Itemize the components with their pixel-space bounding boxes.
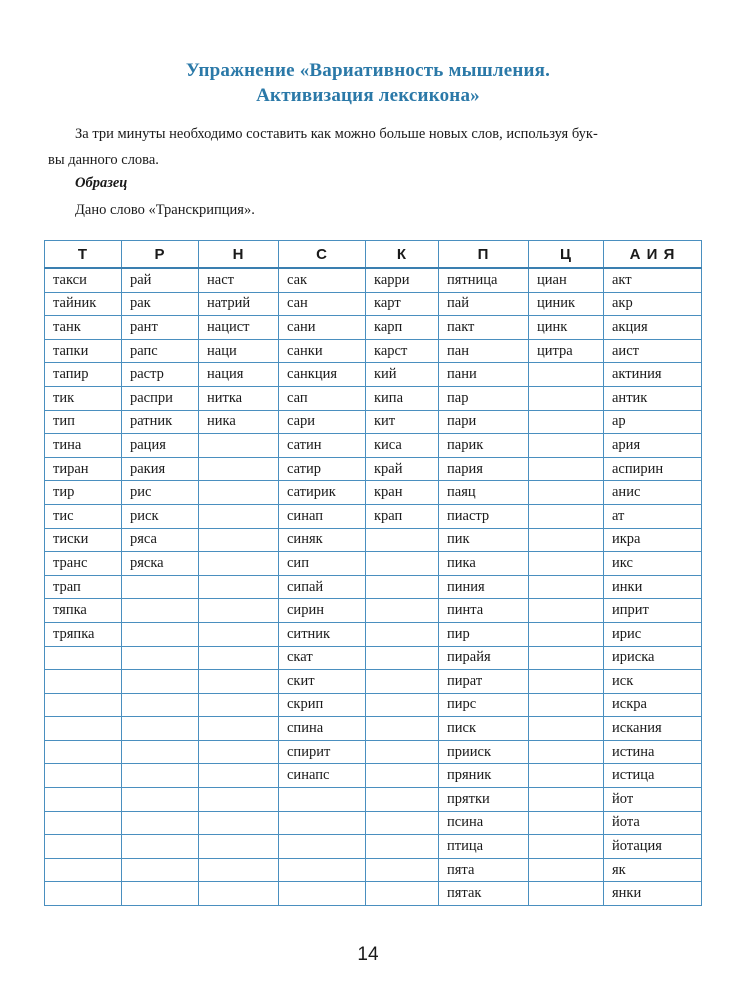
table-cell: пирайя	[439, 646, 529, 670]
table-cell	[529, 504, 604, 528]
table-cell: карт	[366, 292, 439, 316]
table-row	[45, 858, 702, 882]
table-cell: сирин	[279, 599, 366, 623]
table-cell: искра	[604, 693, 702, 717]
table-cell	[366, 670, 439, 694]
table-cell	[122, 622, 199, 646]
table-cell	[45, 764, 122, 788]
table-cell: сатир	[279, 457, 366, 481]
table-cell	[366, 764, 439, 788]
table-cell: санки	[279, 339, 366, 363]
table-cell: киса	[366, 434, 439, 458]
table-cell: рак	[122, 292, 199, 316]
table-cell: сип	[279, 552, 366, 576]
table-cell: ирис	[604, 622, 702, 646]
table-cell: ракия	[122, 457, 199, 481]
table-cell	[366, 622, 439, 646]
table-row	[45, 670, 702, 694]
table-cell: истица	[604, 764, 702, 788]
table-cell: сатин	[279, 434, 366, 458]
table-cell: пятак	[439, 882, 529, 906]
table-cell: синяк	[279, 528, 366, 552]
table-cell: тип	[45, 410, 122, 434]
table-cell: тиран	[45, 457, 122, 481]
table-cell	[45, 788, 122, 812]
table-cell	[529, 670, 604, 694]
table-row	[45, 835, 702, 859]
table-cell: ника	[199, 410, 279, 434]
table-cell	[45, 811, 122, 835]
table-cell: пинта	[439, 599, 529, 623]
table-cell: рация	[122, 434, 199, 458]
table-cell	[529, 646, 604, 670]
table-cell: синап	[279, 504, 366, 528]
table-cell	[45, 646, 122, 670]
table-cell: скрип	[279, 693, 366, 717]
table-cell	[199, 457, 279, 481]
table-cell: ар	[604, 410, 702, 434]
table-cell: пик	[439, 528, 529, 552]
table-cell: рант	[122, 316, 199, 340]
table-cell: нация	[199, 363, 279, 387]
table-cell: наст	[199, 268, 279, 292]
table-row	[45, 646, 702, 670]
table-row	[45, 740, 702, 764]
table-cell	[122, 858, 199, 882]
table-cell: сак	[279, 268, 366, 292]
table-cell: циник	[529, 292, 604, 316]
table-cell: прииск	[439, 740, 529, 764]
table-cell	[45, 717, 122, 741]
column-header: А И Я	[604, 241, 702, 269]
table-cell	[122, 646, 199, 670]
table-cell: пятница	[439, 268, 529, 292]
table-cell	[122, 599, 199, 623]
table-cell: пакт	[439, 316, 529, 340]
table-row	[45, 552, 702, 576]
table-cell	[199, 552, 279, 576]
table-cell: тайник	[45, 292, 122, 316]
table-cell: транс	[45, 552, 122, 576]
table-cell: йота	[604, 811, 702, 835]
table-cell: як	[604, 858, 702, 882]
table-cell	[199, 811, 279, 835]
table-cell	[366, 693, 439, 717]
table-cell: кран	[366, 481, 439, 505]
table-cell	[122, 811, 199, 835]
table-cell	[45, 740, 122, 764]
table-cell: нацист	[199, 316, 279, 340]
table-cell: тик	[45, 386, 122, 410]
table-cell	[366, 599, 439, 623]
table-cell: рай	[122, 268, 199, 292]
table-cell	[45, 835, 122, 859]
column-header: П	[439, 241, 529, 269]
table-cell: спирит	[279, 740, 366, 764]
table-cell	[199, 858, 279, 882]
table-cell: цитра	[529, 339, 604, 363]
table-cell: тапки	[45, 339, 122, 363]
table-cell: писк	[439, 717, 529, 741]
table-row	[45, 316, 702, 340]
table-cell	[529, 693, 604, 717]
table-cell	[199, 504, 279, 528]
table-cell: акция	[604, 316, 702, 340]
table-cell: нитка	[199, 386, 279, 410]
table-cell: край	[366, 457, 439, 481]
table-cell: скит	[279, 670, 366, 694]
table-cell: акт	[604, 268, 702, 292]
table-cell: натрий	[199, 292, 279, 316]
table-cell	[529, 528, 604, 552]
table-cell: янки	[604, 882, 702, 906]
instructions-line-1: За три минуты необходимо составить как можно больше новых слов, используя бук-	[75, 126, 598, 142]
table-cell	[529, 764, 604, 788]
table-cell: псина	[439, 811, 529, 835]
table-cell: танк	[45, 316, 122, 340]
table-cell	[529, 575, 604, 599]
table-cell: тяпка	[45, 599, 122, 623]
table-cell	[529, 717, 604, 741]
table-header-row	[45, 241, 702, 269]
table-cell	[529, 386, 604, 410]
table-cell: ария	[604, 434, 702, 458]
table-cell	[199, 882, 279, 906]
table-cell: истина	[604, 740, 702, 764]
table-cell: цинк	[529, 316, 604, 340]
table-row	[45, 339, 702, 363]
table-cell	[199, 835, 279, 859]
table-cell	[366, 858, 439, 882]
table-cell	[366, 740, 439, 764]
column-header: С	[279, 241, 366, 269]
table-cell	[529, 622, 604, 646]
exercise-title	[0, 58, 736, 108]
table-cell	[529, 740, 604, 764]
table-cell: сап	[279, 386, 366, 410]
table-cell	[279, 858, 366, 882]
table-cell	[366, 882, 439, 906]
table-row	[45, 434, 702, 458]
table-cell: рис	[122, 481, 199, 505]
exercise-title-line-1: Упражнение «Вариативность мышления.	[185, 60, 551, 81]
table-cell	[529, 882, 604, 906]
table-cell	[529, 599, 604, 623]
table-cell: ряса	[122, 528, 199, 552]
table-cell: пир	[439, 622, 529, 646]
table-cell: карри	[366, 268, 439, 292]
table-cell	[199, 622, 279, 646]
table-cell: пиния	[439, 575, 529, 599]
table-cell: пиастр	[439, 504, 529, 528]
table-cell: аспирин	[604, 457, 702, 481]
table-cell	[366, 788, 439, 812]
table-cell	[529, 835, 604, 859]
table-cell: тина	[45, 434, 122, 458]
table-cell: сан	[279, 292, 366, 316]
table-cell: кипа	[366, 386, 439, 410]
table-cell	[199, 670, 279, 694]
table-cell	[366, 835, 439, 859]
table-cell: прятки	[439, 788, 529, 812]
table-row	[45, 693, 702, 717]
table-cell	[199, 599, 279, 623]
table-cell	[122, 740, 199, 764]
table-cell	[279, 788, 366, 812]
table-cell: инки	[604, 575, 702, 599]
table-row	[45, 410, 702, 434]
table-cell: ситник	[279, 622, 366, 646]
instructions	[48, 121, 695, 173]
table-cell	[199, 646, 279, 670]
table-cell	[199, 693, 279, 717]
table-cell: риск	[122, 504, 199, 528]
table-cell	[529, 434, 604, 458]
table-cell	[366, 646, 439, 670]
table-cell: икра	[604, 528, 702, 552]
table-cell: распри	[122, 386, 199, 410]
instructions-line-2: вы данного слова.	[48, 152, 159, 168]
table-cell	[366, 528, 439, 552]
table-cell: ратник	[122, 410, 199, 434]
table-row	[45, 788, 702, 812]
table-cell: иск	[604, 670, 702, 694]
table-cell	[529, 457, 604, 481]
table-cell: пята	[439, 858, 529, 882]
table-cell: тир	[45, 481, 122, 505]
column-header: Т	[45, 241, 122, 269]
table-cell: скат	[279, 646, 366, 670]
table-cell	[45, 670, 122, 694]
table-cell	[199, 528, 279, 552]
table-cell	[199, 788, 279, 812]
table-cell: спина	[279, 717, 366, 741]
table-cell: ат	[604, 504, 702, 528]
table-cell	[199, 434, 279, 458]
table-cell	[122, 670, 199, 694]
table-cell	[122, 882, 199, 906]
given-word: Дано слово «Транскрипция».	[75, 202, 255, 218]
page-number: 14	[357, 944, 379, 965]
sample-label: Образец	[75, 175, 128, 191]
column-header: К	[366, 241, 439, 269]
table-cell: икс	[604, 552, 702, 576]
table-cell: ириска	[604, 646, 702, 670]
table-row	[45, 386, 702, 410]
table-cell: карст	[366, 339, 439, 363]
table-cell: паяц	[439, 481, 529, 505]
table-cell: сипай	[279, 575, 366, 599]
table-cell: ряска	[122, 552, 199, 576]
table-cell: парик	[439, 434, 529, 458]
table-row	[45, 622, 702, 646]
table-row	[45, 575, 702, 599]
table-row	[45, 599, 702, 623]
table-cell	[366, 717, 439, 741]
table-cell	[122, 693, 199, 717]
table-cell	[45, 858, 122, 882]
table-cell	[122, 835, 199, 859]
table-cell	[529, 481, 604, 505]
table-cell	[199, 575, 279, 599]
table-cell: трап	[45, 575, 122, 599]
column-header: Р	[122, 241, 199, 269]
table-cell: карп	[366, 316, 439, 340]
table-cell	[529, 811, 604, 835]
table-row	[45, 457, 702, 481]
table-row	[45, 811, 702, 835]
table-cell: искания	[604, 717, 702, 741]
table-row	[45, 504, 702, 528]
table-cell	[366, 552, 439, 576]
table-cell: пряник	[439, 764, 529, 788]
table-cell: тис	[45, 504, 122, 528]
table-cell	[122, 764, 199, 788]
table-row	[45, 882, 702, 906]
table-cell: санкция	[279, 363, 366, 387]
table-cell	[122, 788, 199, 812]
table-cell	[122, 717, 199, 741]
table-cell: тапир	[45, 363, 122, 387]
table-row	[45, 292, 702, 316]
table-cell: тиски	[45, 528, 122, 552]
table-row	[45, 764, 702, 788]
table-cell	[45, 693, 122, 717]
table-cell: наци	[199, 339, 279, 363]
table-cell: сани	[279, 316, 366, 340]
table-row	[45, 363, 702, 387]
table-cell	[529, 363, 604, 387]
table-cell: йотация	[604, 835, 702, 859]
table-cell: кит	[366, 410, 439, 434]
table-cell: такси	[45, 268, 122, 292]
column-header: Ц	[529, 241, 604, 269]
table-cell	[529, 410, 604, 434]
table-cell: анис	[604, 481, 702, 505]
table-cell: иприт	[604, 599, 702, 623]
table-cell: йот	[604, 788, 702, 812]
table-cell: тряпка	[45, 622, 122, 646]
table-cell: пай	[439, 292, 529, 316]
table-cell: актиния	[604, 363, 702, 387]
table-cell: пар	[439, 386, 529, 410]
table-cell	[199, 764, 279, 788]
exercise-title-line-2: Активизация лексикона»	[256, 85, 480, 106]
table-cell: птица	[439, 835, 529, 859]
table-cell	[279, 811, 366, 835]
table-cell	[122, 575, 199, 599]
table-cell	[199, 717, 279, 741]
table-cell	[529, 858, 604, 882]
table-cell	[45, 882, 122, 906]
table-row	[45, 481, 702, 505]
table-cell: аист	[604, 339, 702, 363]
table-cell	[529, 552, 604, 576]
table-cell: растр	[122, 363, 199, 387]
table-cell: антик	[604, 386, 702, 410]
column-header: Н	[199, 241, 279, 269]
table-cell	[199, 740, 279, 764]
table-cell: пария	[439, 457, 529, 481]
table-cell: пари	[439, 410, 529, 434]
table-cell: рапс	[122, 339, 199, 363]
table-cell: пират	[439, 670, 529, 694]
table-cell: акр	[604, 292, 702, 316]
table-cell: крап	[366, 504, 439, 528]
table-cell: пани	[439, 363, 529, 387]
table-cell: сари	[279, 410, 366, 434]
table-cell	[529, 788, 604, 812]
table-row	[45, 268, 702, 292]
table-cell: пирс	[439, 693, 529, 717]
table-cell	[366, 575, 439, 599]
table-row	[45, 717, 702, 741]
table-row	[45, 528, 702, 552]
table-cell	[279, 835, 366, 859]
table-cell: пан	[439, 339, 529, 363]
table-cell: кий	[366, 363, 439, 387]
table-cell: пика	[439, 552, 529, 576]
table-cell	[366, 811, 439, 835]
table-cell: сатирик	[279, 481, 366, 505]
table-cell: синапс	[279, 764, 366, 788]
words-table	[44, 240, 702, 906]
table-cell: циан	[529, 268, 604, 292]
table-cell	[199, 481, 279, 505]
table-body	[45, 268, 702, 906]
table-cell	[279, 882, 366, 906]
